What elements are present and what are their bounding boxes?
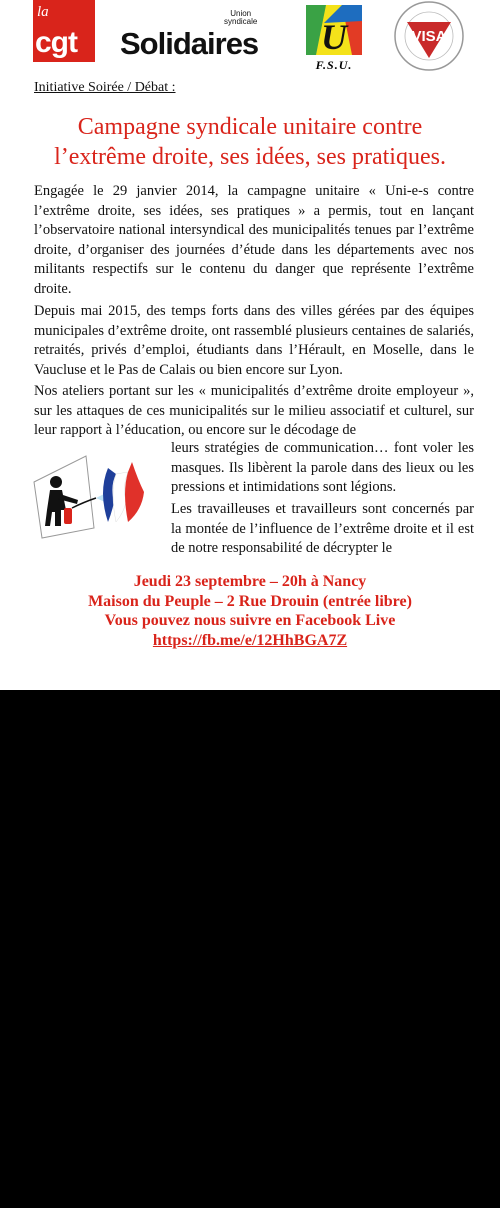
paragraph-intro: Engagée le 29 janvier 2014, la campagne unitaire « Uni-e-s contre l’extrême droite, ses idées, ses pratiques » a permis, tout en lançant l’observatoire national intersyndical des municipalités tenues par l’extrême droite, d’organiser des journées d’étude dans les départements avec nos militants respectifs sur le contenu du danger que représente l’extrême droite. — [34, 183, 474, 297]
event-date: Jeudi 23 septembre – 20h à Nancy — [133, 573, 367, 590]
event-venue: Maison du Peuple – 2 Rue Drouin (entrée libre) — [88, 592, 412, 610]
paragraph-workshops-continued: leurs stratégies de communication… font voler les masques. Ils libèrent la parole dans des lieux ou les pressions et intimidations sont légions. — [171, 440, 474, 495]
event-details — [20, 572, 480, 650]
svg-text:U: U — [321, 17, 347, 57]
fsu-logo: U F.S.U. — [302, 3, 366, 73]
event-kicker: Initiative Soirée / Débat : — [34, 80, 176, 95]
solidaires-logo: Union syndicale Solidaires — [120, 9, 259, 61]
event-live-notice: Vous pouvez nous suivre en Facebook Live — [104, 612, 396, 629]
paragraph-events: Depuis mai 2015, des temps forts dans des villes gérées par des équipes municipales d’extrême droite, ont rassemblé plusieurs centaines de salariés, retraités, privés d’emploi, étudiants dans l’Hérault, en Moselle, dans le Vaucluse et le Pas de Calais ou bien encore sur Lyon. — [34, 303, 474, 378]
svg-text:cgt: cgt — [35, 26, 77, 59]
svg-text:la: la — [37, 4, 49, 20]
facebook-event-link[interactable]: https://fb.me/e/12HhBGA7Z — [152, 631, 348, 649]
paragraph-workshops: Nos ateliers portant sur les « municipalités d’extrême droite employeur », sur les attaques de ces municipalités sur le milieu associatif et culturel, sur leur rapport à l’éducation, ou encore sur le décodage de — [34, 383, 474, 438]
page-title: Campagne syndicale unitaire contre l’extrême droite, ses idées, ses pratiques. — [54, 114, 446, 170]
cgt-logo — [33, 0, 95, 62]
svg-text:VISA: VISA — [411, 28, 447, 45]
visa-logo — [393, 0, 465, 72]
paragraph-workers: Les travailleuses et travailleurs sont concernés par la montée de l’influence de l’extrême droite et il est de notre responsabilité de décrypter le — [171, 501, 474, 556]
extinguisher-illustration — [28, 452, 150, 542]
